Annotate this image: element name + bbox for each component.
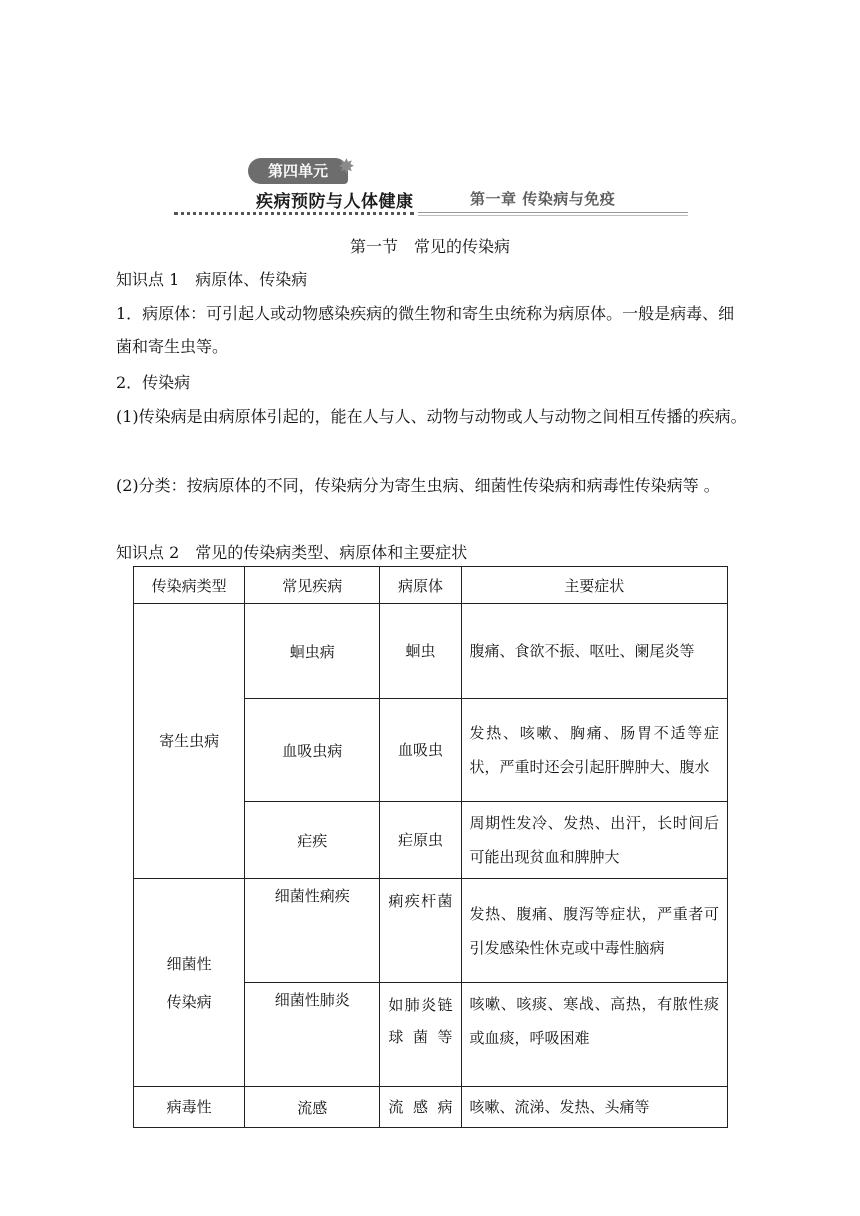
chapter-underline [418,212,688,213]
header-type: 传染病类型 [134,567,245,604]
disease-cell: 蛔虫病 [245,604,380,699]
knowledge-point-2: 知识点 2 常见的传染病类型、病原体和主要症状 [116,543,468,562]
disease-cell: 血吸虫病 [245,699,380,802]
paragraph-infectious-definition: (1)传染病是由病原体引起的，能在人与人、动物与动物或人与动物之间相互传播的疾病。 [116,407,747,426]
unit-banner [170,150,690,220]
disease-cell: 细菌性肺炎 [245,983,380,1087]
star-icon: ✸ [338,154,355,178]
type-cell [134,879,245,1087]
paragraph-infectious-heading: 2．传染病 [116,373,191,392]
pathogen-cell: 疟原虫 [380,802,461,879]
table-row [134,879,728,983]
table-header-row [134,567,728,604]
symptom-cell: 咳嗽、咳痰、寒战、高热，有脓性痰或血痰，呼吸困难 [461,983,727,1087]
disease-table [133,566,728,1128]
header-pathogen: 病原体 [380,567,461,604]
symptom-cell: 发热、咳嗽、胸痛、肠胃不适等症状，严重时还会引起肝脾肿大、腹水 [461,699,727,802]
chapter-title: 第一章 传染病与免疫 [470,190,616,208]
type-cell: 寄生虫病 [134,604,245,879]
disease-cell: 疟疾 [245,802,380,879]
disease-cell: 细菌性痢疾 [245,879,380,983]
table-row [134,1087,728,1128]
knowledge-point-1: 知识点 1 病原体、传染病 [116,270,308,289]
symptom-cell: 腹痛、食欲不振、呕吐、阑尾炎等 [461,604,727,699]
symptom-cell: 发热、腹痛、腹泻等症状，严重者可引发感染性休克或中毒性脑病 [461,879,727,983]
table-row [134,604,728,699]
unit-title: 疾病预防与人体健康 [256,192,414,212]
chapter-underline-2 [418,215,688,216]
paragraph-pathogen: 1．病原体：可引起人或动物感染疾病的微生物和寄生虫统称为病原体。一般是病毒、细菌和寄生虫等。 [116,304,735,356]
pathogen-cell: 流感病 [380,1087,461,1128]
header-symptoms: 主要症状 [461,567,727,604]
type-cell: 病毒性 [134,1087,245,1128]
symptom-cell: 咳嗽、流涕、发热、头痛等 [461,1087,727,1128]
pathogen-cell: 血吸虫 [380,699,461,802]
type-line: 细菌性 [166,954,212,973]
type-line: 传染病 [166,992,212,1011]
dotted-divider [174,212,414,215]
symptom-cell: 周期性发冷、发热、出汗，长时间后可能出现贫血和脾肿大 [461,802,727,879]
header-disease: 常见疾病 [245,567,380,604]
pathogen-cell: 蛔虫 [380,604,461,699]
section-title: 第一节 常见的传染病 [349,237,510,256]
pathogen-cell: 痢疾杆菌 [380,879,461,983]
paragraph-classification: (2)分类：按病原体的不同，传染病分为寄生虫病、细菌性传染病和病毒性传染病等 。 [116,476,720,495]
unit-label: 第四单元 [248,158,348,184]
pathogen-cell: 如肺炎链球菌等 [380,983,461,1087]
disease-cell: 流感 [245,1087,380,1128]
